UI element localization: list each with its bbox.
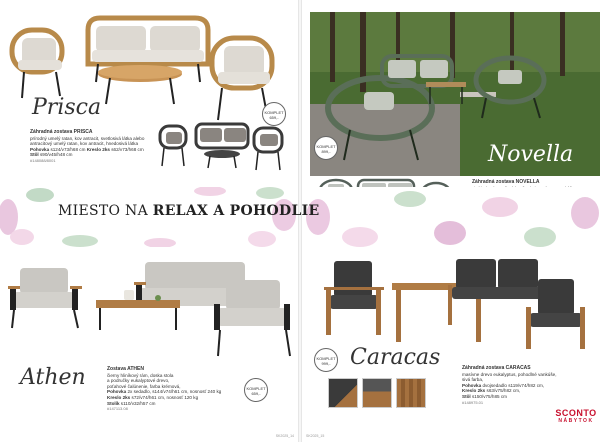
caracas-detail-thumb-2 (362, 378, 392, 408)
caracas-armchair-left (324, 261, 384, 335)
caracas-line3: Pohovka dvojsedadlo s119/v74/h82 cm, (462, 382, 545, 388)
prisca-line3: Pohovka s124/v73/h68 cm Kreslo 2ks s62/v73/h68 cm (30, 146, 144, 152)
prisca-code: #148088/8001 (30, 157, 56, 163)
sconto-logo (554, 408, 598, 428)
prisca-table (98, 65, 182, 104)
athen-line4: Pohovka 2x sedadlo, s144/v74/h61 cm, nosnosť 240 kg (107, 389, 222, 395)
caracas-code: #148975.01 (462, 399, 484, 405)
caracas-line4: Kreslo 2ks s63/v75/h82 cm, (462, 388, 521, 394)
page-number-left: SK2025_14 (275, 434, 294, 438)
logo-line2: NÁBYTOK (558, 418, 594, 424)
athen-line3: poťahové čalúnenie, farba krémová, (107, 383, 181, 389)
prisca-title: Záhradná zostava PRISCA (30, 129, 93, 135)
logo-line1: SCONTO (555, 408, 597, 418)
caracas-line1: masívne drevo eukalyptus, pohodlné vankúše, (462, 371, 557, 377)
caracas-line2: sivá farba, (462, 377, 484, 383)
banner-headline (58, 203, 319, 219)
athen-line6: Stolík s110/v32/h57 cm (107, 400, 156, 406)
caracas-spec (462, 366, 586, 405)
novella-script-name: Novella (488, 142, 574, 167)
athen-price-badge: KOMPLET 659,- (244, 378, 268, 402)
caracas-price-badge: KOMPLET 999,- (314, 348, 338, 372)
caracas-detail-thumb-1 (328, 378, 358, 408)
banner-bold: RELAX A POHODLIE (152, 203, 320, 219)
athen-line2: a područky eukalyptové drevo, (107, 378, 170, 384)
prisca-line1: prírodný umelý ratan, kov antracit, svetlosivá látka alebo (30, 135, 145, 141)
athen-line5: Kreslo 2ks s72/v74/h61 cm, nosnosť 120 kg (107, 394, 199, 400)
caracas-line5: Stôl s150/v75/h85 cm (462, 393, 507, 399)
prisca-line2: antracitový umelý ratan, kov antracit, hnedosivá látka (30, 141, 139, 147)
prisca-line4: Stôl s90/v45/h48 cm (30, 152, 73, 158)
prisca-price-badge: KOMPLET 659,- (262, 102, 286, 126)
prisca-script-name: Prisca (32, 95, 102, 120)
novella-title: Záhradná zostava NOVELLA (472, 179, 540, 185)
novella-price-badge: KOMPLET 899,- (314, 136, 338, 160)
caracas-title: Záhradná zostava CARACAS (462, 365, 531, 371)
banner-prefix: MIESTO NA (58, 203, 149, 219)
page-number-right: SK2025_15 (306, 434, 325, 438)
caracas-script-name: Caracas (350, 345, 441, 370)
athen-spec (107, 367, 237, 412)
athen-armchair-left (8, 268, 82, 328)
athen-line1: čierny hliníkový rám, doska stola (107, 372, 174, 378)
athen-hero-image (0, 258, 300, 368)
athen-title: Zostava ATHEN (107, 366, 144, 372)
prisca-dark-variant-image (152, 118, 292, 173)
athen-script-name: Athen (20, 365, 86, 390)
athen-code: #147113.08 (107, 406, 128, 412)
spread-gutter (298, 0, 302, 442)
prisca-armchair-left (12, 30, 62, 98)
caracas-detail-thumb-3 (396, 378, 426, 408)
prisca-spec (30, 130, 158, 164)
